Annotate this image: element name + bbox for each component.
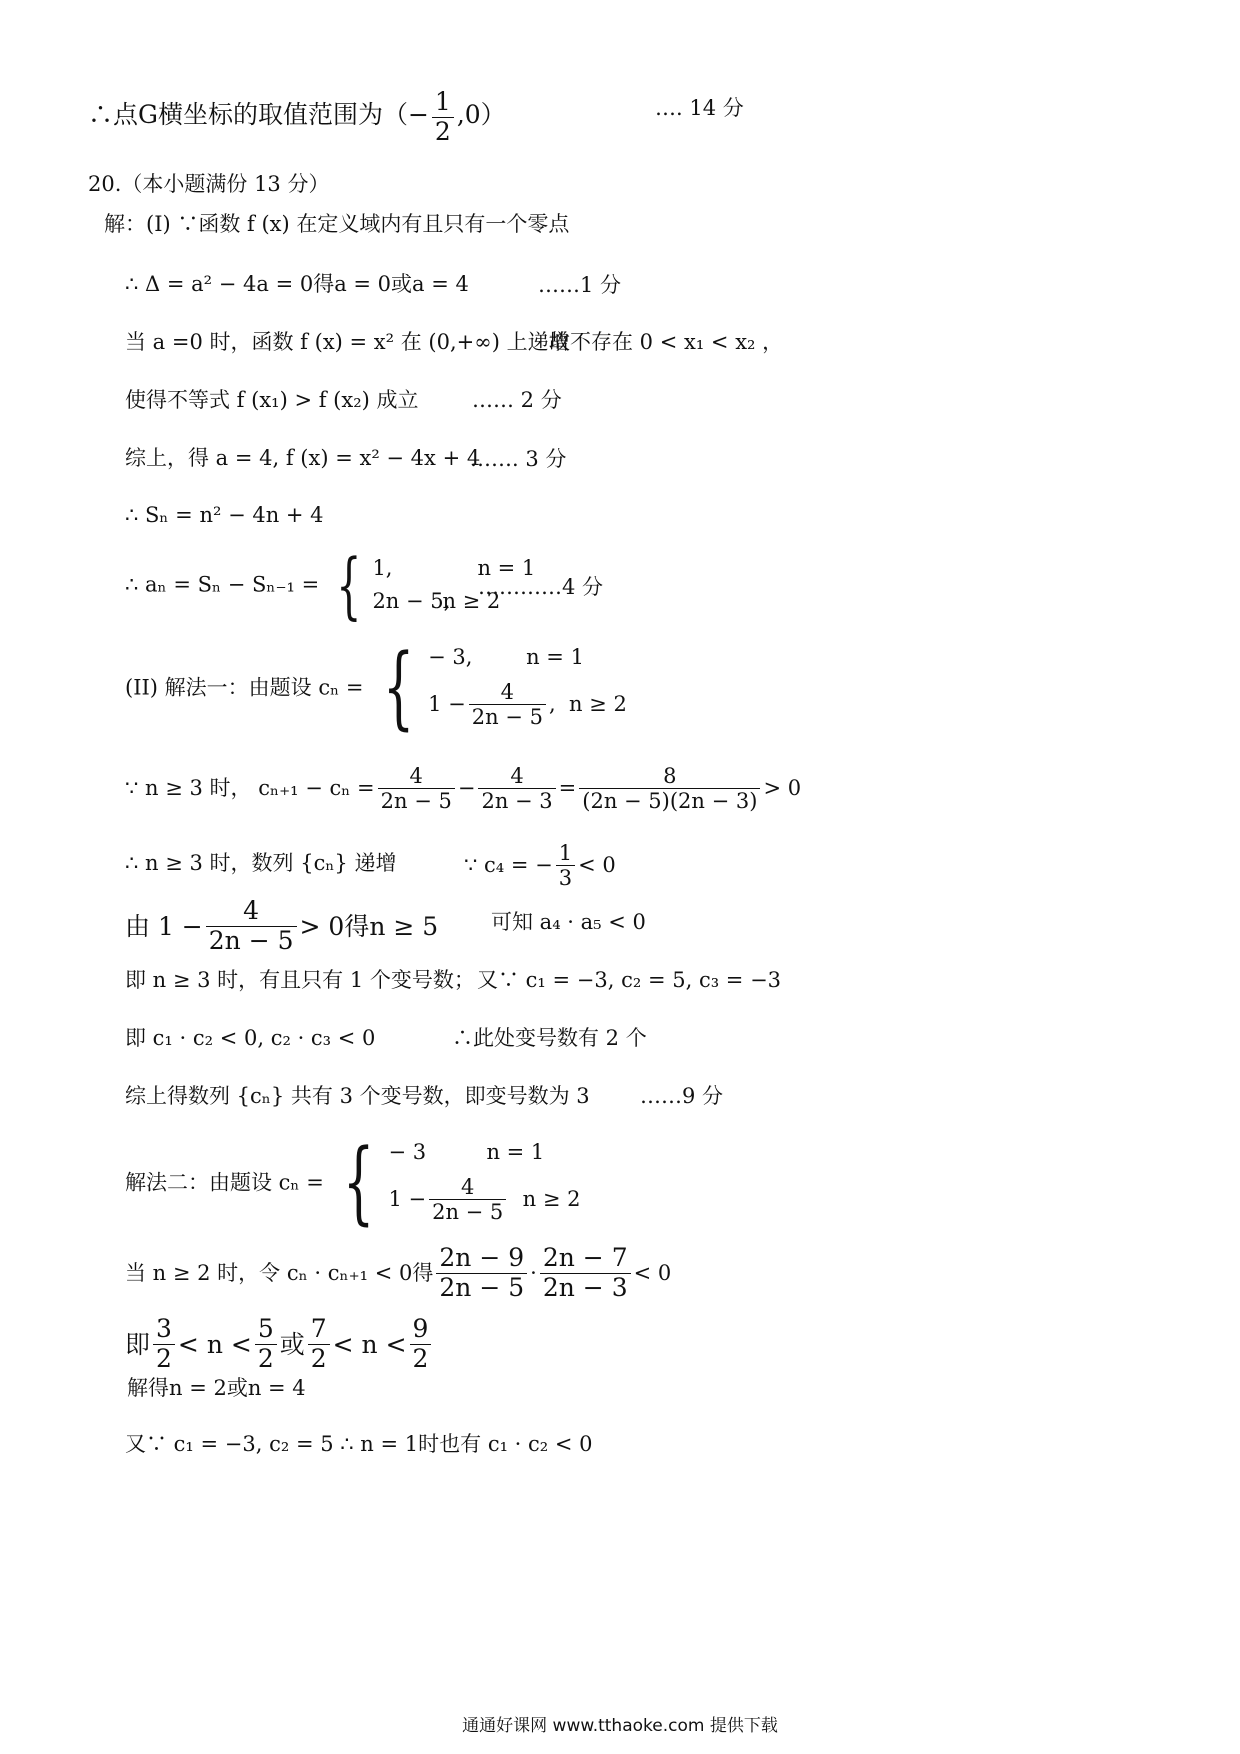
from-fraction: [206, 897, 297, 956]
let-f2-den: 2n − 3: [542, 1272, 628, 1302]
g-range-prefix: ∴点G横坐标的取值范围为（−: [88, 99, 429, 129]
let-f2-num: 2n − 7: [540, 1244, 631, 1274]
g-range-fraction: [432, 88, 454, 147]
ie-f3: [308, 1315, 330, 1374]
g-range-suffix: ,0）: [456, 99, 506, 129]
brace-icon: {: [383, 635, 415, 741]
one-sign-line: 即 n ≥ 3 时，有且只有 1 个变号数；: [125, 968, 475, 992]
cn-case1-val: − 3,: [428, 645, 473, 669]
ie-f1-num: 3: [153, 1315, 175, 1345]
products-line: 即 c₁ · c₂ < 0, c₂ · c₃ < 0: [125, 1026, 376, 1050]
sn-line: ∴ Sₙ = n² − 4n + 4: [125, 503, 324, 527]
ie-f3-num: 7: [308, 1315, 330, 1345]
c-values-line: 又∵ c₁ = −3, c₂ = 5, c₃ = −3: [477, 968, 782, 992]
sol2-case2-val: 1 −: [388, 1187, 427, 1212]
an-case1-cond: n = 1: [477, 556, 536, 580]
ie-prefix: 即: [125, 1329, 151, 1359]
g-range-line: [88, 88, 506, 147]
an-case2-cond: n ≥ 2: [442, 589, 501, 613]
an-case1-val: 1,: [372, 556, 393, 580]
diff-suffix: > 0: [763, 776, 802, 801]
part2-line: [125, 635, 627, 741]
sol2-case2-num: 4: [429, 1175, 506, 1200]
c4-fraction: [556, 841, 575, 890]
ie-f2: [255, 1315, 277, 1374]
g-range-score: …. 14 分: [655, 96, 744, 120]
ie-f4-den: 2: [412, 1343, 429, 1373]
diff-line: [125, 764, 801, 813]
brace-icon: {: [343, 1130, 375, 1236]
delta-line: ∴ Δ = a² − 4a = 0得a = 0或a = 4: [125, 272, 469, 296]
an-line: [125, 543, 536, 627]
ie-f4: [410, 1315, 432, 1374]
let-suffix: < 0: [633, 1260, 672, 1285]
from-suffix: > 0得n ≥ 5: [299, 911, 439, 941]
sol2-case2-fraction: [429, 1175, 506, 1224]
sol2-line: [125, 1130, 581, 1236]
let-dot: ·: [530, 1260, 537, 1285]
page-footer: 通通好课网 www.tthaoke.com 提供下载: [462, 1716, 778, 1736]
diff-f3: [579, 764, 760, 813]
ineq-line: 使得不等式 f (x₁) > f (x₂) 成立: [125, 388, 419, 412]
diff-f2-num: 4: [478, 764, 555, 789]
cn-case2-cond: n ≥ 2: [568, 692, 627, 717]
let-f1-den: 2n − 5: [439, 1272, 525, 1302]
part2-prefix: (II) 解法一：由题设 cₙ =: [125, 675, 364, 700]
ie-mid2: < n <: [332, 1329, 407, 1359]
cn-case2-num: 4: [469, 680, 546, 705]
cn-case2-val: 1 −: [428, 692, 466, 717]
diff-f1: [378, 764, 455, 813]
two-here-line: ∴此处变号数有 2 个: [452, 1026, 647, 1050]
sol2-case2-cond: n ≥ 2: [522, 1187, 581, 1212]
sol2-case2-den: 2n − 5: [432, 1200, 504, 1225]
delta-score: ……1 分: [538, 273, 622, 297]
let-line: [125, 1244, 671, 1303]
c4-line: [464, 841, 616, 890]
summary2-line: 综上得数列 {cₙ} 共有 3 个变号数，即变号数为 3: [125, 1084, 590, 1108]
g-range-den: 2: [434, 116, 451, 146]
from-num: 4: [206, 897, 297, 927]
diff-f2: [478, 764, 555, 813]
let-f1: [436, 1244, 527, 1303]
solved-line: 解得n = 2或n = 4: [127, 1376, 306, 1400]
diff-f1-den: 2n − 5: [380, 789, 452, 814]
cn-case2-fraction: [469, 680, 546, 729]
cn-case2-den: 2n − 5: [471, 705, 543, 730]
brace-icon: {: [336, 543, 362, 627]
summary1-score: ……. 3 分: [470, 447, 567, 471]
from-line: [125, 897, 438, 956]
diff-f2-den: 2n − 3: [481, 789, 553, 814]
sol2-case1-cond: n = 1: [486, 1140, 545, 1164]
incr-line: ∴ n ≥ 3 时，数列 {cₙ} 递增: [125, 851, 397, 875]
diff-f3-num: 8: [579, 764, 760, 789]
c4-prefix: ∵ c₄ = −: [464, 853, 553, 878]
diff-minus: −: [457, 776, 476, 801]
let-f2: [540, 1244, 631, 1303]
ie-or: 或: [279, 1329, 305, 1359]
ie-line: [125, 1315, 434, 1374]
c4-suffix: < 0: [578, 853, 616, 878]
a0-case-line: 当 a =0 时，函数 f (x) = x² 在 (0,+∞) 上递增: [125, 330, 570, 354]
sol2-case1-val: − 3: [388, 1140, 427, 1164]
ie-f3-den: 2: [310, 1343, 327, 1373]
sol2-prefix: 解法二：由题设 cₙ =: [125, 1170, 324, 1195]
ie-f1: [153, 1315, 175, 1374]
ie-f4-num: 9: [410, 1315, 432, 1345]
ie-f1-den: 2: [156, 1343, 172, 1373]
summary2-score: ……9 分: [640, 1084, 724, 1108]
let-prefix: 当 n ≥ 2 时，令 cₙ · cₙ₊₁ < 0得: [125, 1260, 434, 1285]
ie-mid1: < n <: [177, 1329, 252, 1359]
diff-f1-num: 4: [378, 764, 455, 789]
diff-prefix: ∵ n ≥ 3 时， cₙ₊₁ − cₙ =: [125, 776, 375, 801]
an-score: …………4 分: [478, 575, 604, 599]
g-range-num: 1: [432, 88, 454, 118]
cn-piecewise: { − 3, n = 1 1 − $\frac{4}{2n - 5}$ , n ≥ 2: [383, 635, 627, 741]
knows-line: 可知 a₄ · a₅ < 0: [491, 910, 646, 934]
sol-intro: 解：(I) ∵函数 f (x) 在定义域内有且只有一个零点: [104, 212, 570, 236]
summary1-line: 综上，得 a = 4, f (x) = x² − 4x + 4: [125, 446, 481, 470]
also-line: 又∵ c₁ = −3, c₂ = 5 ∴ n = 1时也有 c₁ · c₂ < 0: [125, 1432, 593, 1456]
cn-case1-cond: n = 1: [526, 645, 584, 669]
an-case2-val: 2n − 5,: [372, 589, 451, 613]
ie-f2-den: 2: [257, 1343, 274, 1373]
sol2-piecewise: [330, 1130, 581, 1236]
q20-title: 20.（本小题满份 13 分）: [88, 172, 330, 196]
diff-eq: =: [558, 776, 577, 801]
ineq-score: …… 2 分: [472, 388, 562, 412]
c4-num: 1: [556, 841, 575, 866]
diff-f3-den: (2n − 5)(2n − 3): [582, 789, 758, 814]
let-f1-num: 2n − 9: [436, 1244, 527, 1274]
from-den: 2n − 5: [208, 925, 294, 955]
c4-den: 3: [558, 866, 573, 891]
from-prefix: 由 1 −: [125, 911, 203, 941]
an-prefix: ∴ aₙ = Sₙ − Sₙ₋₁ =: [125, 572, 320, 597]
a0-case-b: 故不存在 0 < x₁ < x₂ ，: [549, 330, 784, 354]
ie-f2-num: 5: [255, 1315, 277, 1345]
